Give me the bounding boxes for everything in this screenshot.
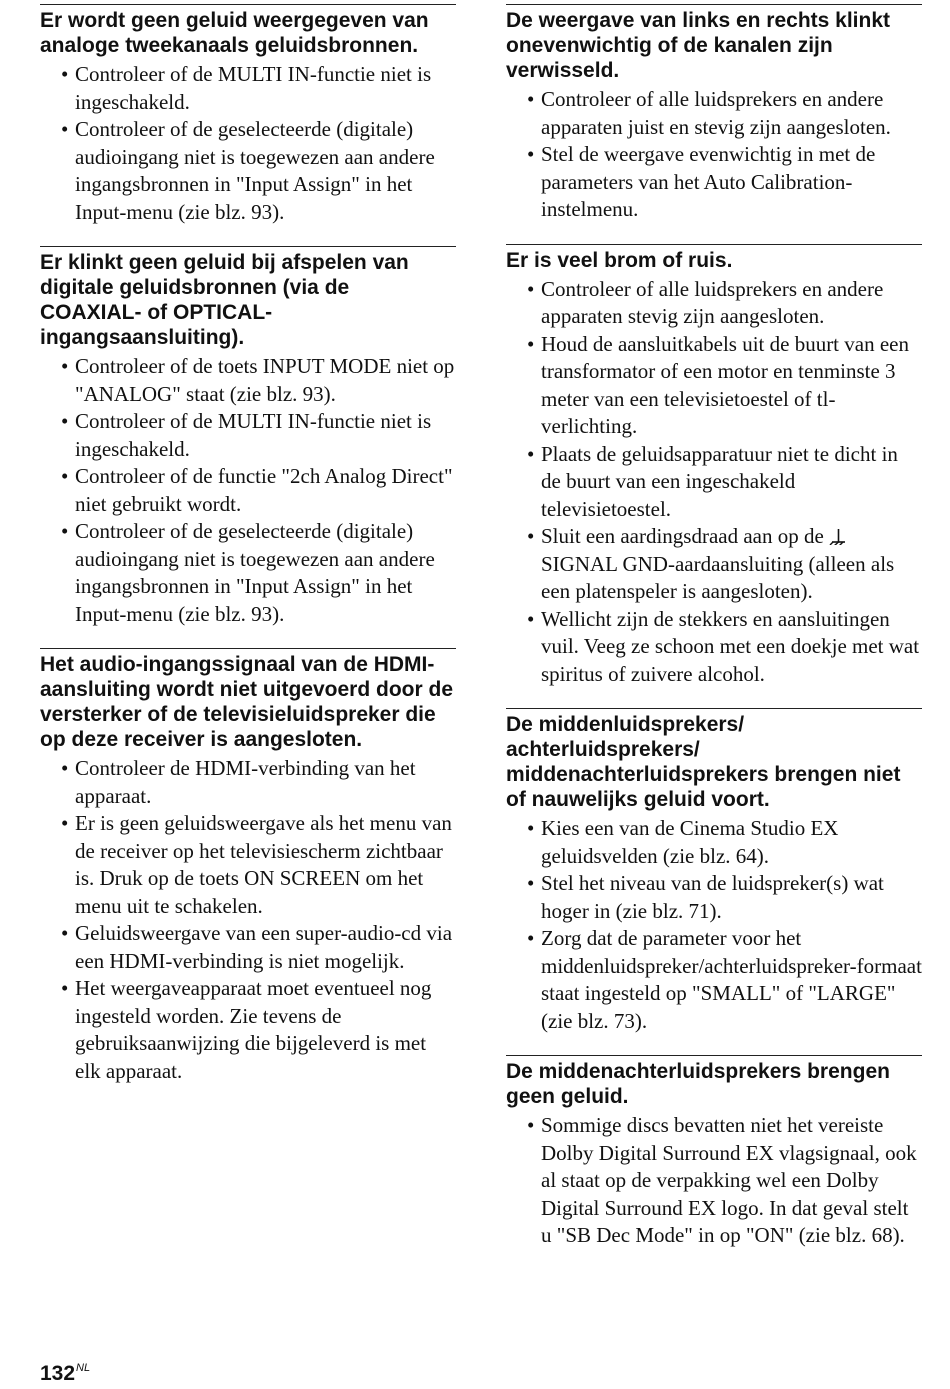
list-item: • Controleer of de geselecteerde (digitale) audioingang niet is toegewezen aan andere ingangsbronnen in "Input Assign" in het Input-menu (zie blz. 93). — [40, 116, 456, 226]
list-item: • Controleer of alle luidsprekers en andere apparaten stevig zijn aangesloten. — [506, 276, 922, 331]
section-heading: Het audio-ingangssignaal van de HDMI-aansluiting wordt niet uitgevoerd door de versterker of de televisieluidspreker die op deze receiver is aangesloten. — [40, 653, 454, 751]
left-column — [40, 4, 456, 1105]
section-heading: De middenachterluidsprekers brengen geen geluid. — [506, 1060, 890, 1108]
section-heading: Er klinkt geen geluid bij afspelen van digitale geluidsbronnen (via de COAXIAL- of OPTICAL-ingangsaansluiting). — [40, 251, 409, 349]
list-item: • Controleer de HDMI-verbinding van het apparaat. — [40, 755, 456, 810]
section-heading: De weergave van links en rechts klinkt onevenwichtig of de kanalen zijn verwisseld. — [506, 9, 891, 82]
section-heading: Er wordt geen geluid weergegeven van analoge tweekanaals geluidsbronnen. — [40, 9, 429, 57]
section-analog-no-sound — [40, 4, 456, 226]
bullet-list — [40, 61, 456, 226]
page-number-value: 132 — [40, 1362, 76, 1385]
list-item-text: SIGNAL GND-aardaansluiting (alleen als een platenspeler is aangesloten). — [541, 551, 895, 603]
list-item: • Controleer of alle luidsprekers en andere apparaten juist en stevig zijn aangesloten. — [506, 86, 922, 141]
list-item: • Het weergaveapparaat moet eventueel nog ingesteld worden. Zie tevens de gebruiksaanwijzing die bijgeleverd is met elk apparaat. — [40, 975, 456, 1085]
bullet-list — [506, 276, 922, 689]
section-center-rear-speakers — [506, 708, 922, 1035]
section-hum-noise — [506, 244, 922, 689]
list-item: • Stel de weergave evenwichtig in met de parameters van het Auto Calibration-instelmenu. — [506, 141, 922, 224]
list-item: • Plaats de geluidsapparatuur niet te dicht in de buurt van een ingeschakeld televisietoestel. — [506, 441, 922, 524]
list-item: • Houd de aansluitkabels uit de buurt van een transformator of een motor en tenminste 3 meter van een televisietoestel of tl-verlichting. — [506, 331, 922, 441]
list-item: • Sommige discs bevatten niet het vereiste Dolby Digital Surround EX vlagsignaal, ook al staat op de verpakking wel een Dolby Digital Surround EX logo. In dat geval stelt u "SB Dec Mode" in op "ON" (zie blz. 68). — [506, 1112, 922, 1250]
page-number — [40, 1362, 90, 1386]
list-item-text: Sluit een aardingsdraad aan op de — [541, 524, 830, 548]
list-item: • Kies een van de Cinema Studio EX geluidsvelden (zie blz. 64). — [506, 815, 922, 870]
bullet-list — [506, 815, 922, 1035]
list-item: • Controleer of de MULTI IN-functie niet is ingeschakeld. — [40, 61, 456, 116]
section-digital-no-sound — [40, 246, 456, 628]
section-surround-back — [506, 1055, 922, 1250]
section-hdmi-audio — [40, 648, 456, 1085]
bullet-list — [40, 353, 456, 628]
list-item: • Wellicht zijn de stekkers en aansluitingen vuil. Veeg ze schoon met een doekje met wat spiritus of zuivere alcohol. — [506, 606, 922, 689]
list-item: • Controleer of de functie "2ch Analog Direct" niet gebruikt wordt. — [40, 463, 456, 518]
bullet-list — [40, 755, 456, 1085]
list-item: • Er is geen geluidsweergave als het menu van de receiver op het televisiescherm zichtbaar is. Druk op de toets ON SCREEN om het menu uit te schakelen. — [40, 810, 456, 920]
list-item: • Controleer of de toets INPUT MODE niet op "ANALOG" staat (zie blz. 93). — [40, 353, 456, 408]
list-item — [506, 523, 922, 606]
list-item: • Geluidsweergave van een super-audio-cd via een HDMI-verbinding is niet mogelijk. — [40, 920, 456, 975]
section-balance — [506, 4, 922, 224]
language-code: NL — [76, 1362, 91, 1374]
ground-icon — [829, 525, 847, 543]
bullet-list — [506, 86, 922, 224]
list-item: • Controleer of de geselecteerde (digitale) audioingang niet is toegewezen aan andere ingangsbronnen in "Input Assign" in het Input-menu (zie blz. 93). — [40, 518, 456, 628]
bullet-list — [506, 1112, 922, 1250]
list-item: • Zorg dat de parameter voor het middenluidspreker/achterluidspreker-formaat staat ingesteld op "SMALL" of "LARGE" (zie blz. 73). — [506, 925, 922, 1035]
list-item: • Stel het niveau van de luidspreker(s) wat hoger in (zie blz. 71). — [506, 870, 922, 925]
section-heading: De middenluidsprekers/ achterluidsprekers/ middenachterluidsprekers brengen niet of nauwelijks geluid voort. — [506, 713, 901, 811]
list-item: • Controleer of de MULTI IN-functie niet is ingeschakeld. — [40, 408, 456, 463]
section-heading: Er is veel brom of ruis. — [506, 248, 733, 272]
right-column — [506, 4, 922, 1270]
